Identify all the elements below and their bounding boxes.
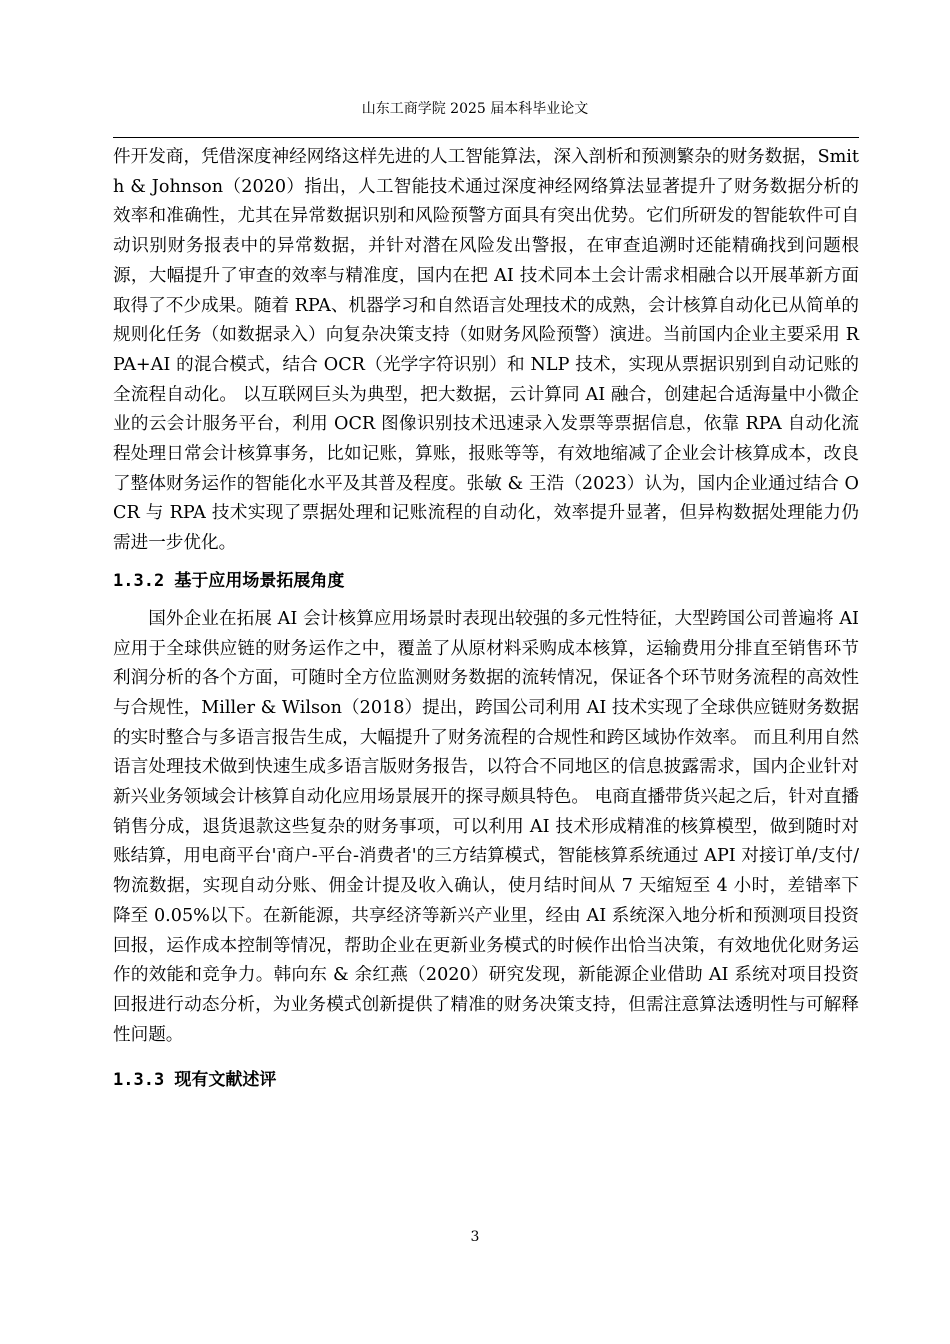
page-body [113, 143, 859, 1092]
page-number: 3 [470, 1229, 480, 1245]
section-heading-1-3-2: 1.3.2 基于应用场景拓展角度 [113, 570, 345, 591]
paragraph-application-scenarios: 国外企业在拓展 AI 会计核算应用场景时表现出较强的多元性特征，大型跨国公司普遍将 AI 应用于全球供应链的财务运作之中，覆盖了从原材料采购成本核算，运输费用分排直至销售环节利润分析的各个方面，可随时全方位监测财务数据的流转情况，保证各个环节财务流程的高效性与合规性，Miller & Wilson（2018）提出，跨国公司利用 AI 技术实现了全球供应链财务数据的实时整合与多语言报告生成，大幅提升了财务流程的合规性和跨区域协作效率。 而且利用自然语言处理技术做到快速生成多语言版财务报告，以符合不同地区的信息披露需求，国内企业针对新兴业务领域会计核算自动化应用场景展开的探寻颇具特色。 电商直播带货兴起之后，针对直播销售分成，退货退款这些复杂的财务事项，可以利用 AI 技术形成精准的核算模型，做到随时对账结算，用电商平台'商户-平台-消费者'的三方结算模式，智能核算系统通过 API 对接订单/支付/物流数据，实现自动分账、佣金计提及收入确认，使月结时间从 7 天缩短至 4 小时，差错率下降至 0.05%以下。在新能源，共享经济等新兴产业里，经由 AI 系统深入地分析和预测项目投资回报，运作成本控制等情况，帮助企业在更新业务模式的时候作出恰当决策，有效地优化财务运作的效能和竞争力。韩向东 & 余红燕（2020）研究发现，新能源企业借助 AI 系统对项目投资回报进行动态分析，为业务模式创新提供了精准的财务决策支持，但需注意算法透明性与可解释性问题。 [113, 608, 859, 1045]
header-rule [113, 137, 859, 138]
section-heading-1-3-3: 1.3.3 现有文献述评 [113, 1070, 277, 1091]
running-header: 山东工商学院 2025 届本科毕业论文 [361, 101, 589, 117]
paragraph-continuation: 件开发商，凭借深度神经网络这样先进的人工智能算法，深入剖析和预测繁杂的财务数据，Smith & Johnson（2020）指出，人工智能技术通过深度神经网络算法显著提升了财务数据分析的效率和准确性，尤其在异常数据识别和风险预警方面具有突出优势。它们所研发的智能软件可自动识别财务报表中的异常数据，并针对潜在风险发出警报，在审查追溯时还能精确找到问题根源，大幅提升了审查的效率与精准度，国内在把 AI 技术同本土会计需求相融合以开展革新方面取得了不少成果。随着 RPA、机器学习和自然语言处理技术的成熟，会计核算自动化已从简单的规则化任务（如数据录入）向复杂决策支持（如财务风险预警）演进。当前国内企业主要采用 RPA+AI 的混合模式，结合 OCR（光学字符识别）和 NLP 技术，实现从票据识别到自动记账的全流程自动化。 以互联网巨头为典型，把大数据，云计算同 AI 融合，创建起合适海量中小微企业的云会计服务平台，利用 OCR 图像识别技术迅速录入发票等票据信息，依靠 RPA 自动化流程处理日常会计核算事务，比如记账，算账，报账等等，有效地缩减了企业会计核算成本，改良了整体财务运作的智能化水平及其普及程度。张敏 & 王浩（2023）认为，国内企业通过结合 OCR 与 RPA 技术实现了票据处理和记账流程的自动化，效率提升显著，但异构数据处理能力仍需进一步优化。 [113, 147, 859, 554]
